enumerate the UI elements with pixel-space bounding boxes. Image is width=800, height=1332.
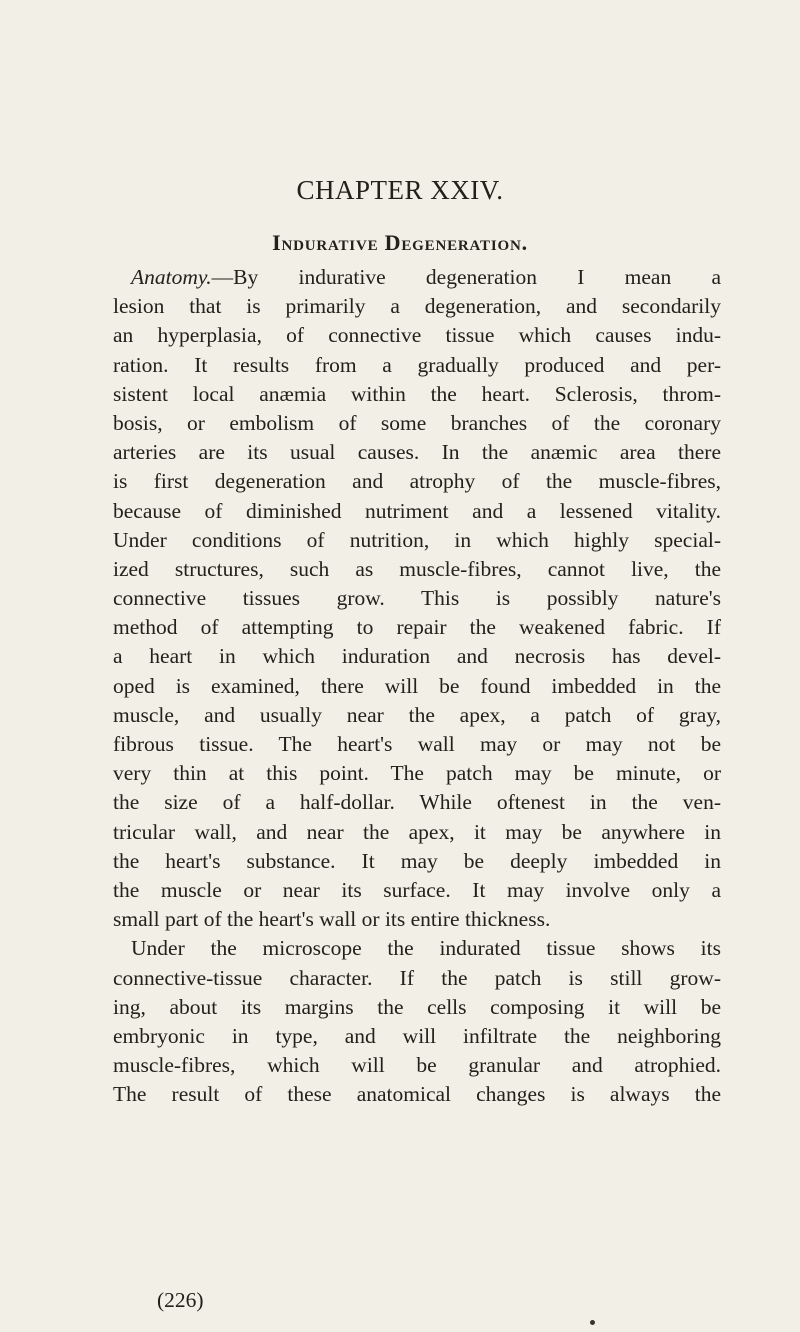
text-line: Under conditions of nutrition, in which highly special- — [113, 527, 721, 552]
section-heading: Indurative Degeneration. — [272, 230, 528, 255]
text-line: small part of the heart's wall or its entire thickness. — [113, 907, 551, 932]
text-line: ing, about its margins the cells composing it will be — [113, 994, 721, 1019]
text-line: is first degeneration and atrophy of the muscle-fibres, — [113, 469, 721, 494]
text-line: ized structures, such as muscle-fibres, cannot live, the — [113, 556, 721, 581]
text-line: the muscle or near its surface. It may involve only a — [113, 877, 721, 902]
text-line: muscle, and usually near the apex, a patch of gray, — [113, 702, 721, 727]
text-line: oped is examined, there will be found imbedded in the — [113, 673, 721, 698]
text-line: connective tissues grow. This is possibly nature's — [113, 586, 721, 611]
text-line: muscle-fibres, which will be granular and atrophied. — [113, 1053, 721, 1078]
text-line: very thin at this point. The patch may be minute, or — [113, 761, 721, 786]
text-line: because of diminished nutriment and a lessened vitality. — [113, 498, 721, 523]
text-line: The result of these anatomical changes is always the — [113, 1082, 721, 1107]
text-line: tricular wall, and near the apex, it may be anywhere in — [113, 819, 721, 844]
body-text — [113, 263, 721, 1109]
text-line: sistent local anæmia within the heart. Sclerosis, throm- — [113, 381, 721, 406]
text-line-content: —By indurative degeneration I mean a — [211, 265, 721, 289]
text-line: the size of a half-dollar. While oftenest in the ven- — [113, 790, 721, 815]
text-line: Under the microscope the indurated tissue shows its — [131, 936, 721, 961]
text-line: the heart's substance. It may be deeply imbedded in — [113, 848, 721, 873]
paragraph-lead: Anatomy. — [131, 265, 212, 289]
text-line: fibrous tissue. The heart's wall may or may not be — [113, 732, 721, 756]
text-line: embryonic in type, and will infiltrate the neighboring — [113, 1023, 721, 1048]
page-number: (226) — [157, 1288, 204, 1312]
text-line: lesion that is primarily a degeneration, and secondarily — [113, 294, 721, 319]
ink-speck — [590, 1320, 595, 1325]
text-line: connective-tissue character. If the patch is still grow- — [113, 965, 721, 990]
text-line: bosis, or embolism of some branches of the coronary — [113, 410, 721, 435]
text-line: a heart in which induration and necrosis has devel- — [113, 644, 721, 669]
text-line: method of attempting to repair the weakened fabric. If — [113, 615, 721, 640]
text-line: an hyperplasia, of connective tissue which causes indu- — [113, 323, 721, 348]
text-line: arteries are its usual causes. In the anæmic area there — [113, 440, 721, 465]
text-line — [113, 263, 721, 292]
text-line: ration. It results from a gradually produced and per- — [113, 352, 721, 377]
chapter-heading: CHAPTER XXIV. — [296, 175, 504, 205]
